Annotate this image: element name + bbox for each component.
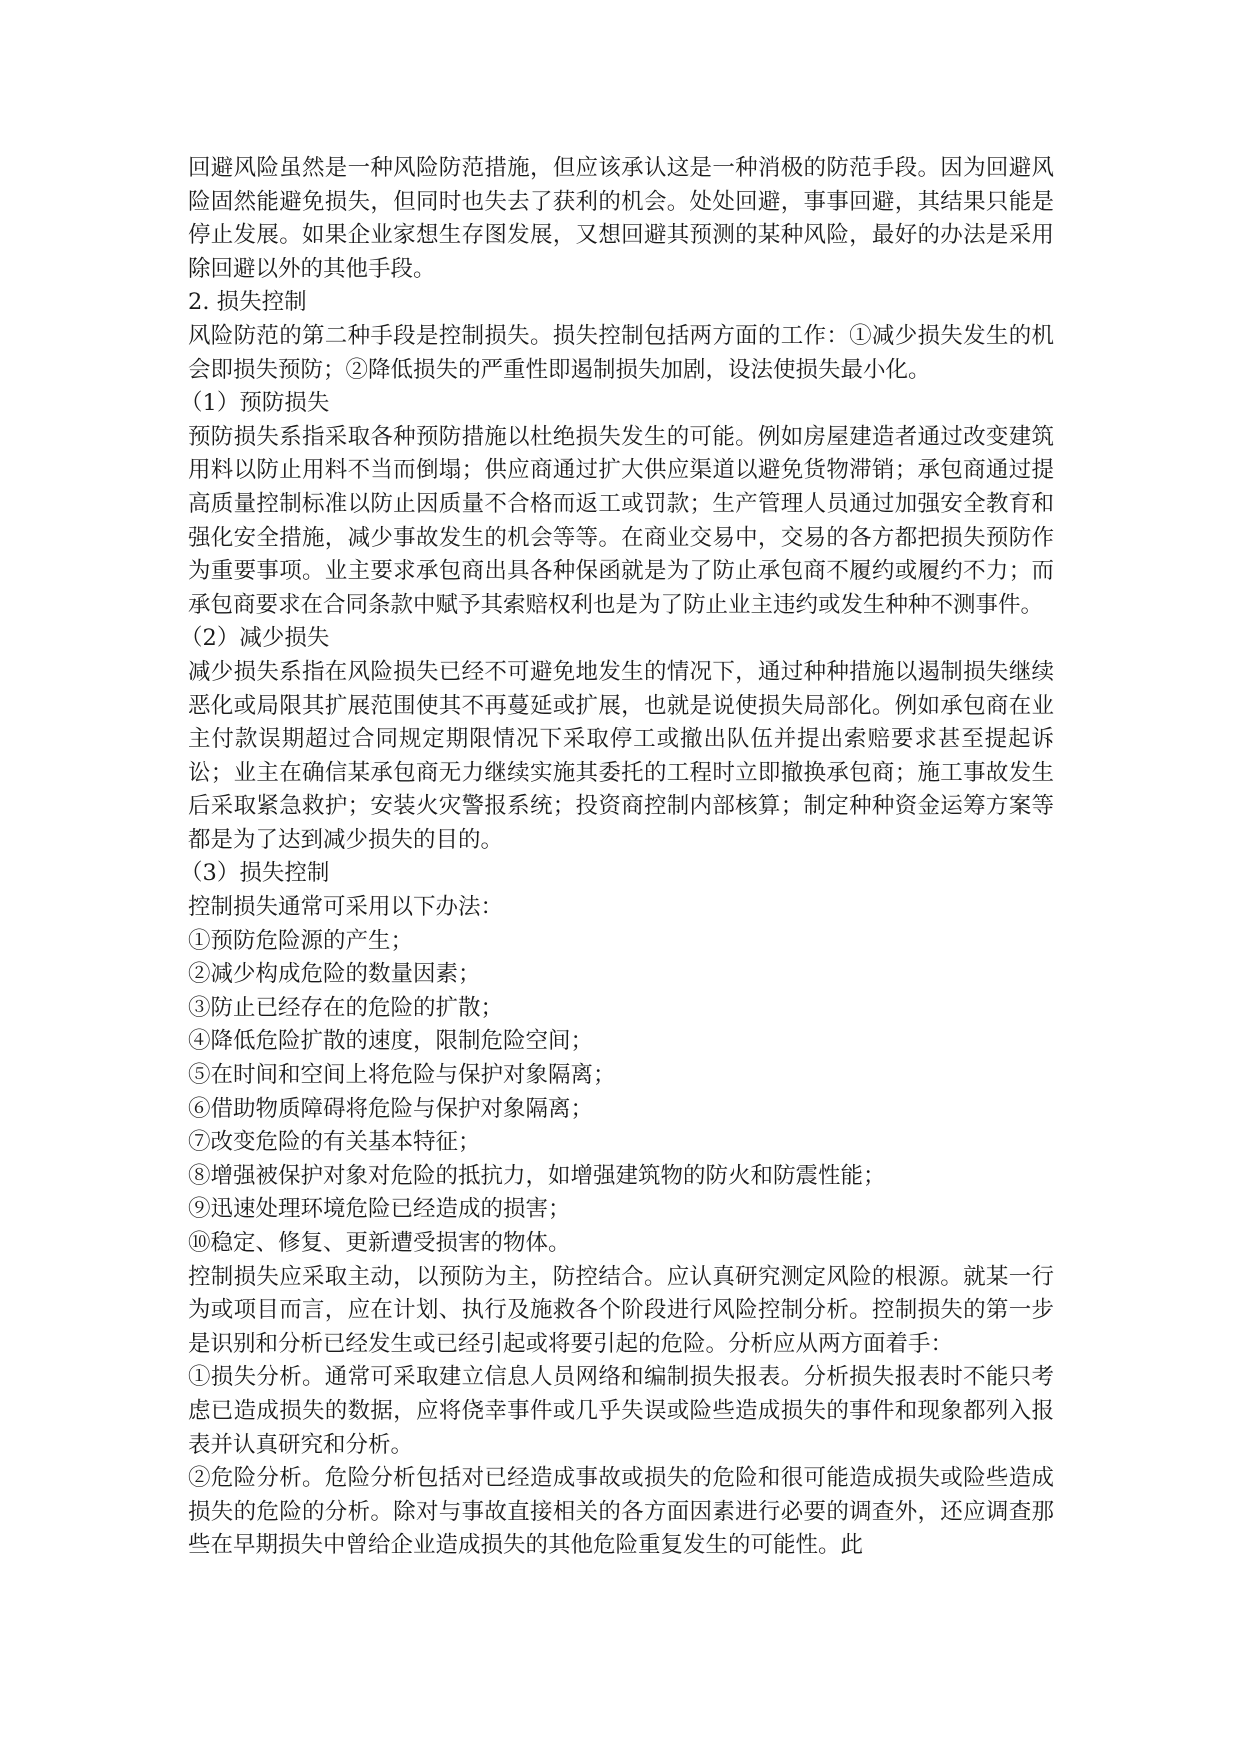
paragraph-loss-analysis: ①损失分析。通常可采取建立信息人员网络和编制损失报表。分析损失报表时不能只考虑已造成损失的数据，应将侥幸事件或几乎失误或险些造成损失的事件和现象都列入报表并认真研究和分析。 [188,1364,1054,1458]
list-item-method-6: ⑥借助物质障碍将危险与保护对象隔离； [188,1095,594,1122]
list-item-method-8: ⑧增强被保护对象对危险的抵抗力，如增强建筑物的防火和防震性能； [188,1162,886,1189]
list-item-method-9: ⑨迅速处理环境危险已经造成的损害； [188,1196,571,1223]
document-page [180,152,1054,1563]
list-item-method-1: ①预防危险源的产生； [188,927,414,954]
list-item-method-2: ②减少构成危险的数量因素； [188,961,481,988]
section-heading-loss-control: 2. 损失控制 [188,289,307,316]
paragraph-hazard-analysis: ②危险分析。危险分析包括对已经造成事故或损失的危险和很可能造成损失或险些造成损失的危险的分析。除对与事故直接相关的各方面因素进行必要的调查外，还应调查那些在早期损失中曾给企业造成损失的其他危险重复发生的可能性。此 [188,1465,1054,1559]
paragraph-reduce-loss: 减少损失系指在风险损失已经不可避免地发生的情况下，通过种种措施以遏制损失继续恶化或局限其扩展范围使其不再蔓延或扩展，也就是说使损失局部化。例如承包商在业主付款误期超过合同规定期限情况下采取停工或撤出队伍并提出索赔要求甚至提起诉讼；业主在确信某承包商无力继续实施其委托的工程时立即撤换承包商；施工事故发生后采取紧急救护；安装火灾警报系统；投资商控制内部核算；制定种种资金运筹方案等都是为了达到减少损失的目的。 [188,658,1054,853]
paragraph-risk-avoidance: 回避风险虽然是一种风险防范措施，但应该承认这是一种消极的防范手段。因为回避风险固然能避免损失，但同时也失去了获利的机会。处处回避，事事回避，其结果只能是停止发展。如果企业家想生存图发展，又想回避其预测的某种风险，最好的办法是采用除回避以外的其他手段。 [188,155,1054,282]
paragraph-loss-control-intro: 风险防范的第二种手段是控制损失。损失控制包括两方面的工作：①减少损失发生的机会即损失预防；②降低损失的严重性即遏制损失加剧，设法使损失最小化。 [188,322,1054,383]
list-item-method-5: ⑤在时间和空间上将危险与保护对象隔离； [188,1062,616,1089]
sub-heading-loss-control: （3）损失控制 [180,860,330,887]
list-item-method-10: ⑩稳定、修复、更新遭受损害的物体。 [188,1230,571,1256]
paragraph-methods-intro: 控制损失通常可采用以下办法： [188,894,504,921]
sub-heading-reduce-loss: （2）减少损失 [180,625,330,652]
paragraph-prevent-loss: 预防损失系指采取各种预防措施以杜绝损失发生的可能。例如房屋建造者通过改变建筑用料以防止用料不当而倒塌；供应商通过扩大供应渠道以避免货物滞销；承包商通过提高质量控制标准以防止因质量不合格而返工或罚款；生产管理人员通过加强安全教育和强化安全措施，减少事故发生的机会等等。在商业交易中，交易的各方都把损失预防作为重要事项。业主要求承包商出具各种保函就是为了防止承包商不履约或履约不力；而承包商要求在合同条款中赋予其索赔权利也是为了防止业主违约或发生种种不测事件。 [188,423,1054,618]
list-item-method-7: ⑦改变危险的有关基本特征； [188,1129,481,1156]
list-item-method-4: ④降低危险扩散的速度，限制危险空间； [188,1028,594,1055]
list-item-method-3: ③防止已经存在的危险的扩散； [188,994,504,1021]
paragraph-control-principles: 控制损失应采取主动，以预防为主，防控结合。应认真研究测定风险的根源。就某一行为或项目而言，应在计划、执行及施救各个阶段进行风险控制分析。控制损失的第一步是识别和分析已经发生或已经引起或将要引起的危险。分析应从两方面着手： [188,1263,1054,1357]
sub-heading-prevent-loss: （1）预防损失 [180,390,330,417]
